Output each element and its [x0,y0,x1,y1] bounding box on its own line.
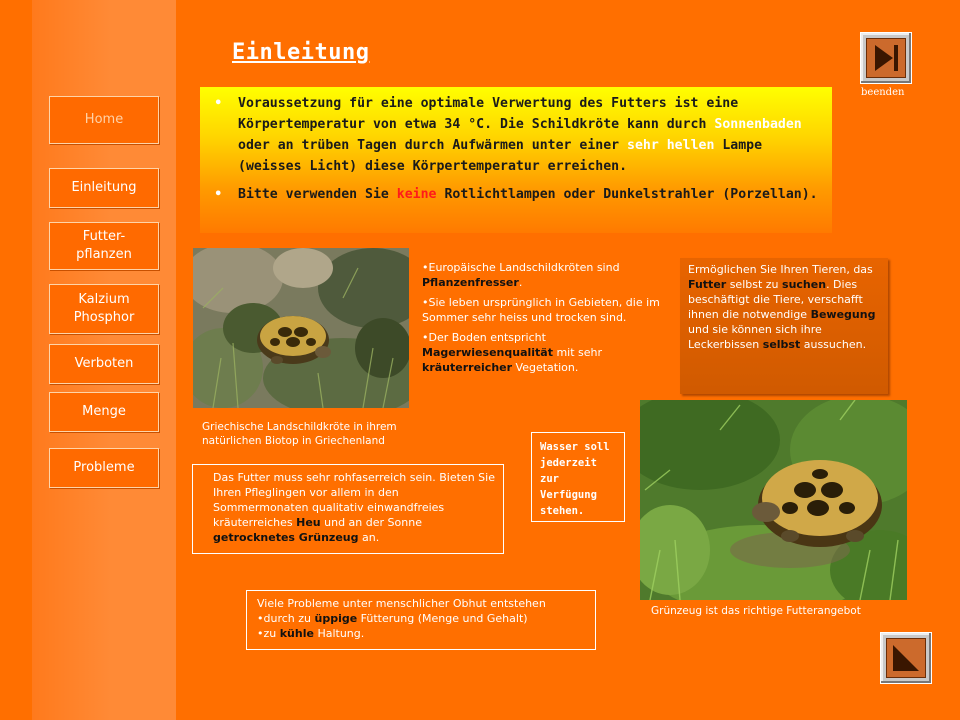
fiber-bold: Heu [296,516,321,529]
intro-text: Lampe (weisses Licht) diese Körpertemperatur erreichen. [238,138,763,174]
tortoise-photo-2 [640,400,907,600]
nav-kalzium-button[interactable] [49,284,159,334]
fiber-food-box [192,464,504,554]
problems-text: •zu [257,627,280,640]
fact-bold: Magerwiesenqualität [422,346,553,359]
nav-probleme-button[interactable] [49,448,159,488]
problems-line-1: Viele Probleme unter menschlicher Obhut entstehen [257,597,546,610]
problems-line-3 [257,626,585,641]
nav-futter-label-1: Futter- [82,229,126,245]
problems-box [246,590,596,650]
fact-1 [422,260,662,290]
fact-text: mit sehr [552,346,603,359]
nav-verboten-label: Verboten [74,356,134,372]
intro-highlight: keine [396,187,437,202]
nav-home-button[interactable] [49,96,159,144]
search-text: und sie können sich ihre Leckerbissen [688,323,822,351]
problems-text: Haltung. [313,627,365,640]
intro-highlight: sehr hellen [627,138,715,153]
problems-text: Fütterung (Menge und Gehalt) [357,612,528,625]
tortoise-photo-1 [193,248,409,408]
page-title: Einleitung [232,40,370,65]
intro-highlight: Sonnenbaden [714,117,802,132]
search-bold: selbst [762,338,801,351]
intro-text: Bitte verwenden Sie [238,187,397,202]
intro-text: oder an trüben Tagen durch Aufwärmen unter einer [238,138,628,153]
problems-text: •durch zu [257,612,315,625]
back-glyph [887,639,925,677]
fact-2: •Sie leben ursprünglich in Gebieten, die im Sommer sehr heiss und trocken sind. [422,296,660,324]
search-bold: Futter [688,278,727,291]
fact-text: •Europäische Landschildkröten sind [422,261,620,274]
fiber-text: und an der Sonne [320,516,422,529]
problems-bold: üppige [314,612,358,625]
fiber-bold: getrocknetes Grünzeug [213,531,359,544]
end-glyph [867,39,905,77]
water-text: Wasser soll jederzeit zur Verfügung stehen. [540,441,610,517]
problems-bold: kühle [279,627,314,640]
photo-1-caption: Griechische Landschildkröte in ihrem natürlichen Biotop in Griechenland [202,421,397,447]
nav-probleme-label: Probleme [73,460,135,476]
tortoise-photo-2-image [640,400,907,600]
problems-line-2 [257,611,585,626]
nav-futterpflanzen-button[interactable] [49,222,159,270]
search-text: Ermöglichen Sie Ihren Tieren, das [688,263,873,276]
nav-futter-label-2: pflanzen [76,247,132,262]
tortoise-photo-1-image [193,248,409,408]
fact-bold: Pflanzenfresser [422,276,519,289]
fiber-text: Das Futter muss sehr rohfaserreich sein. Bieten Sie Ihren Pfleglingen vor allem in den Sommermonaten qualitativ einwandfreies kräuterreiches [213,471,495,529]
end-button[interactable] [860,32,912,84]
nav-menge-label: Menge [82,404,126,420]
fact-3 [422,330,662,375]
search-bold: Bewegung [810,308,876,321]
end-icon [866,38,906,78]
nav-kalzium-label-2: Phosphor [73,310,135,325]
photo-2-caption: Grünzeug ist das richtige Futterangebot [651,605,861,617]
search-bold: suchen [782,278,827,291]
facts-text [422,260,662,380]
search-text: aussuchen. [800,338,867,351]
fact-text: . [518,276,523,289]
intro-bullet-2 [214,184,822,205]
back-button[interactable] [880,632,932,684]
nav-kalzium-label-1: Kalzium [78,292,130,308]
water-box [531,432,625,522]
intro-panel [200,87,832,233]
fact-bold: kräuterreicher [422,361,513,374]
end-button-label: beenden [861,87,905,98]
search-text: . Dies beschäftigt die Tiere, verschafft ihnen die notwendige [688,278,863,321]
nav-einleitung-label: Einleitung [71,180,137,196]
search-text: selbst zu [726,278,783,291]
intro-text: Voraussetzung für eine optimale Verwertung des Futters ist eine Körpertemperatur von etwa 34 °C. Die Schildkröte kann durch [238,96,739,132]
search-food-box [680,258,888,394]
fact-text: Vegetation. [512,361,579,374]
nav-home-label: Home [84,112,124,128]
nav-menge-button[interactable] [49,392,159,432]
nav-verboten-button[interactable] [49,344,159,384]
back-icon [886,638,926,678]
intro-text: Rotlichtlampen oder Dunkelstrahler (Porzellan). [436,187,818,202]
intro-bullet-1 [214,93,822,177]
fiber-text: an. [358,531,380,544]
nav-einleitung-button[interactable] [49,168,159,208]
fact-text: •Der Boden entspricht [422,331,546,344]
